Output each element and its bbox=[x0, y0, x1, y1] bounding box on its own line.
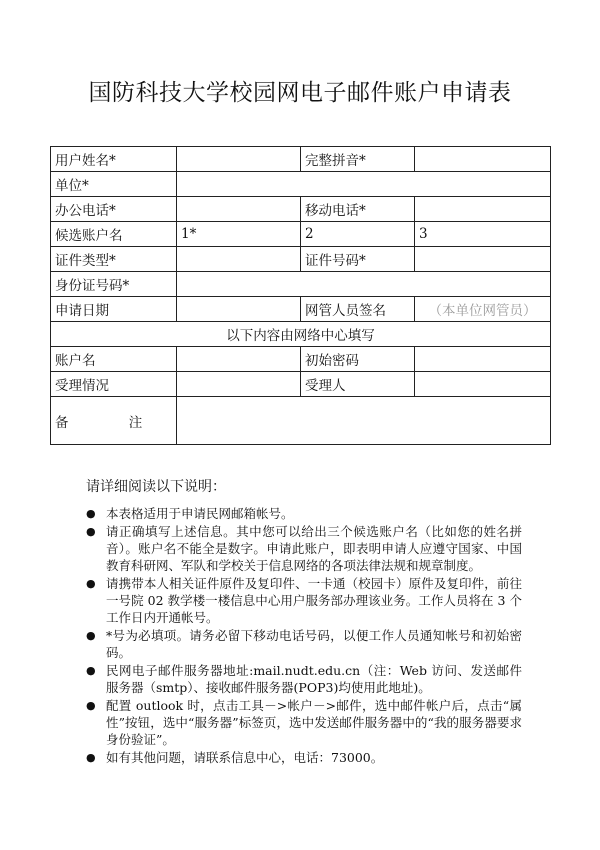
field-candidate-2[interactable]: 2 bbox=[301, 222, 415, 247]
field-national-id[interactable] bbox=[177, 272, 551, 297]
page-title: 国防科技大学校园网电子邮件账户申请表 bbox=[88, 80, 512, 106]
bullet-icon: ● bbox=[86, 629, 96, 642]
label-id-type: 证件类型* bbox=[51, 247, 177, 272]
row-section-header bbox=[51, 322, 551, 347]
field-unit[interactable] bbox=[177, 172, 551, 197]
application-form-table bbox=[50, 146, 551, 445]
notes-heading: 请详细阅读以下说明： bbox=[86, 479, 226, 495]
row-candidate-accounts bbox=[51, 222, 551, 247]
field-pinyin[interactable] bbox=[415, 147, 551, 172]
field-office-phone[interactable] bbox=[177, 197, 301, 222]
bullet-icon: ● bbox=[86, 507, 96, 520]
notes-list bbox=[86, 505, 522, 767]
list-item: ● 请携带本人相关证件原件及复印件、一卡通（校园卡）原件及复印件，前往一号院 02 教学楼一楼信息中心用户服务部办理该业务。工作人员将在 3 个工作日内开通帐号。 bbox=[86, 576, 522, 625]
label-office-phone: 办公电话* bbox=[51, 197, 177, 222]
row-national-id bbox=[51, 272, 551, 297]
row-account-name bbox=[51, 347, 551, 372]
label-admin-sign: 网管人员签名 bbox=[301, 297, 415, 322]
field-processor[interactable] bbox=[415, 372, 551, 397]
label-user-name: 用户姓名* bbox=[51, 147, 177, 172]
bullet-icon: ● bbox=[86, 664, 96, 677]
field-admin-sign[interactable]: （本单位网管员） bbox=[415, 297, 551, 322]
label-id-number: 证件号码* bbox=[301, 247, 415, 272]
row-remarks bbox=[51, 397, 551, 445]
field-account-name[interactable] bbox=[177, 347, 301, 372]
label-apply-date: 申请日期 bbox=[51, 297, 177, 322]
list-item: ● *号为必填项。请务必留下移动电话号码，以便工作人员通知帐号和初始密码。 bbox=[86, 628, 522, 660]
list-item: ● 请正确填写上述信息。其中您可以给出三个候选账户名（比如您的姓名拼音）。账户名不能全是数字。申请此账户，即表明申请人应遵守国家、中国教育科研网、军队和学校关于信息网络的各项法律法规和规章制度。 bbox=[86, 524, 522, 573]
row-id-type bbox=[51, 247, 551, 272]
label-remarks: 备 注 bbox=[51, 397, 177, 445]
bullet-icon: ● bbox=[86, 751, 96, 764]
field-apply-date[interactable] bbox=[177, 297, 301, 322]
field-id-type[interactable] bbox=[177, 247, 301, 272]
list-item: ● 配置 outlook 时，点击工具－>帐户－>邮件，选中邮件帐户后，点击“属性”按钮，选中“服务器”标签页，选中发送邮件服务器中的“我的服务器要求身份验证”。 bbox=[86, 698, 522, 747]
list-item: ● 本表格适用于申请民网邮箱帐号。 bbox=[86, 506, 294, 521]
label-initial-password: 初始密码 bbox=[301, 347, 415, 372]
label-processing-status: 受理情况 bbox=[51, 372, 177, 397]
row-unit bbox=[51, 172, 551, 197]
field-user-name[interactable] bbox=[177, 147, 301, 172]
field-candidate-1[interactable]: 1* bbox=[177, 222, 301, 247]
row-user-name bbox=[51, 147, 551, 172]
field-candidate-3[interactable]: 3 bbox=[415, 222, 551, 247]
label-candidate-account: 候选账户名 bbox=[51, 222, 177, 247]
label-national-id: 身份证号码* bbox=[51, 272, 177, 297]
label-processor: 受理人 bbox=[301, 372, 415, 397]
label-mobile-phone: 移动电话* bbox=[301, 197, 415, 222]
row-phones bbox=[51, 197, 551, 222]
field-mobile-phone[interactable] bbox=[415, 197, 551, 222]
section-header: 以下内容由网络中心填写 bbox=[51, 322, 551, 347]
field-id-number[interactable] bbox=[415, 247, 551, 272]
bullet-icon: ● bbox=[86, 577, 96, 590]
row-apply-date bbox=[51, 297, 551, 322]
bullet-icon: ● bbox=[86, 699, 96, 712]
bullet-icon: ● bbox=[86, 525, 96, 538]
label-account-name: 账户名 bbox=[51, 347, 177, 372]
field-remarks[interactable] bbox=[177, 397, 551, 445]
row-processing bbox=[51, 372, 551, 397]
list-item: ● 如有其他问题，请联系信息中心，电话：73000。 bbox=[86, 750, 384, 765]
list-item: ● 民网电子邮件服务器地址:mail.nudt.edu.cn（注：Web 访问、发送邮件服务器（smtp）、接收邮件服务器(POP3)均使用此地址)。 bbox=[86, 663, 522, 695]
label-pinyin: 完整拼音* bbox=[301, 147, 415, 172]
field-initial-password[interactable] bbox=[415, 347, 551, 372]
field-processing-status[interactable] bbox=[177, 372, 301, 397]
label-unit: 单位* bbox=[51, 172, 177, 197]
